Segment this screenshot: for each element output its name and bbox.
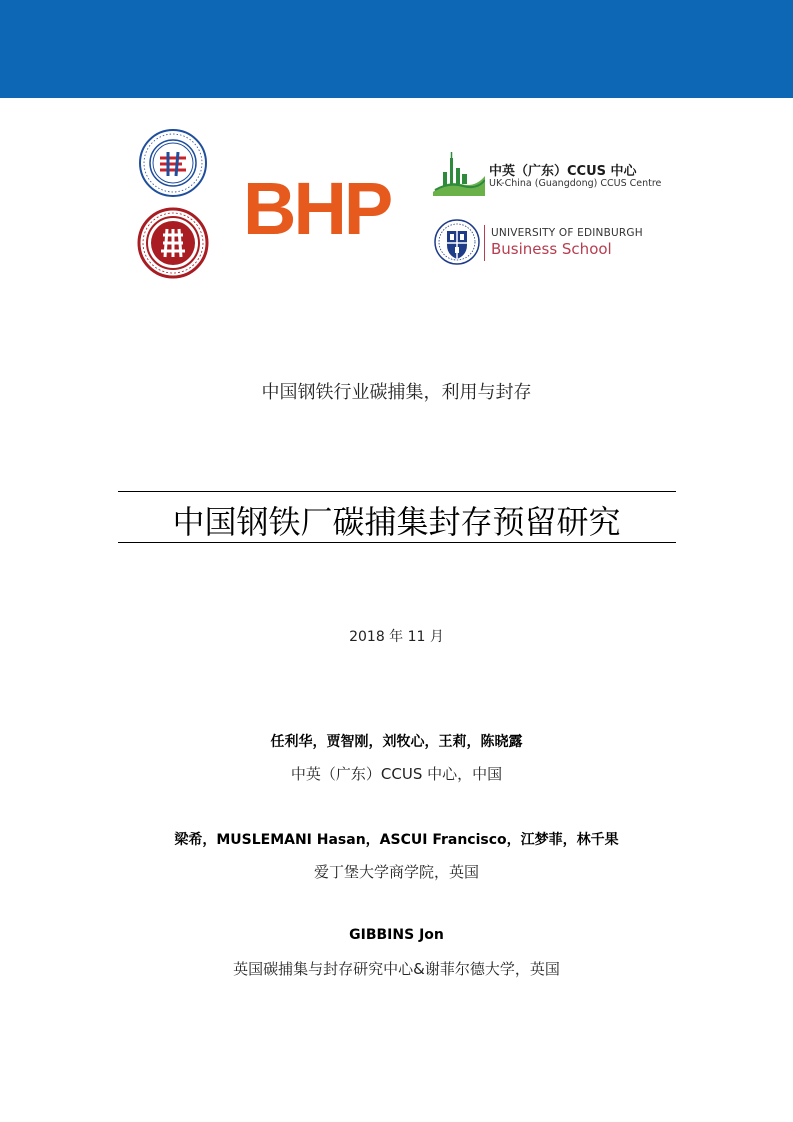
edinburgh-divider — [484, 225, 485, 261]
title-rule-top — [118, 491, 676, 492]
author-list: GIBBINS Jon — [349, 927, 444, 943]
header-band — [0, 0, 793, 98]
publication-date: 2018 年 11 月 — [349, 629, 444, 645]
edinburgh-crest-icon — [433, 217, 481, 267]
title-rule-bottom — [118, 542, 676, 543]
author-list: 梁希，MUSLEMANI Hasan，ASCUI Francisco，江梦菲，林千果 — [174, 832, 619, 848]
ccus-centre-name-cn: 中英（广东）CCUS 中心 — [489, 164, 637, 179]
report-subtitle: 中国钢铁行业碳捕集，利用与封存 — [261, 382, 532, 403]
bhp-logo: BHP — [243, 167, 391, 250]
report-title: 中国钢铁厂碳捕集封存预留研究 — [172, 503, 621, 541]
edinburgh-business-school-logo — [433, 215, 673, 271]
author-affiliation: 中英（广东）CCUS 中心，中国 — [290, 765, 503, 783]
uk-china-ccus-logo — [433, 150, 663, 196]
author-affiliation: 英国碳捕集与封存研究中心&谢菲尔德大学，英国 — [233, 960, 560, 978]
edinburgh-university-name: UNIVERSITY OF EDINBURGH — [491, 227, 643, 239]
ncepu-emblem-icon — [138, 128, 208, 198]
author-list: 任利华，贾智刚，刘牧心，王莉，陈晓露 — [270, 734, 523, 750]
edinburgh-business-school-name: Business School — [491, 240, 612, 258]
ccus-skyline-icon — [433, 150, 485, 196]
peking-university-emblem-icon — [137, 207, 209, 279]
ccus-centre-name-en: UK-China (Guangdong) CCUS Centre — [489, 178, 662, 189]
author-affiliation: 爱丁堡大学商学院，英国 — [313, 863, 479, 881]
